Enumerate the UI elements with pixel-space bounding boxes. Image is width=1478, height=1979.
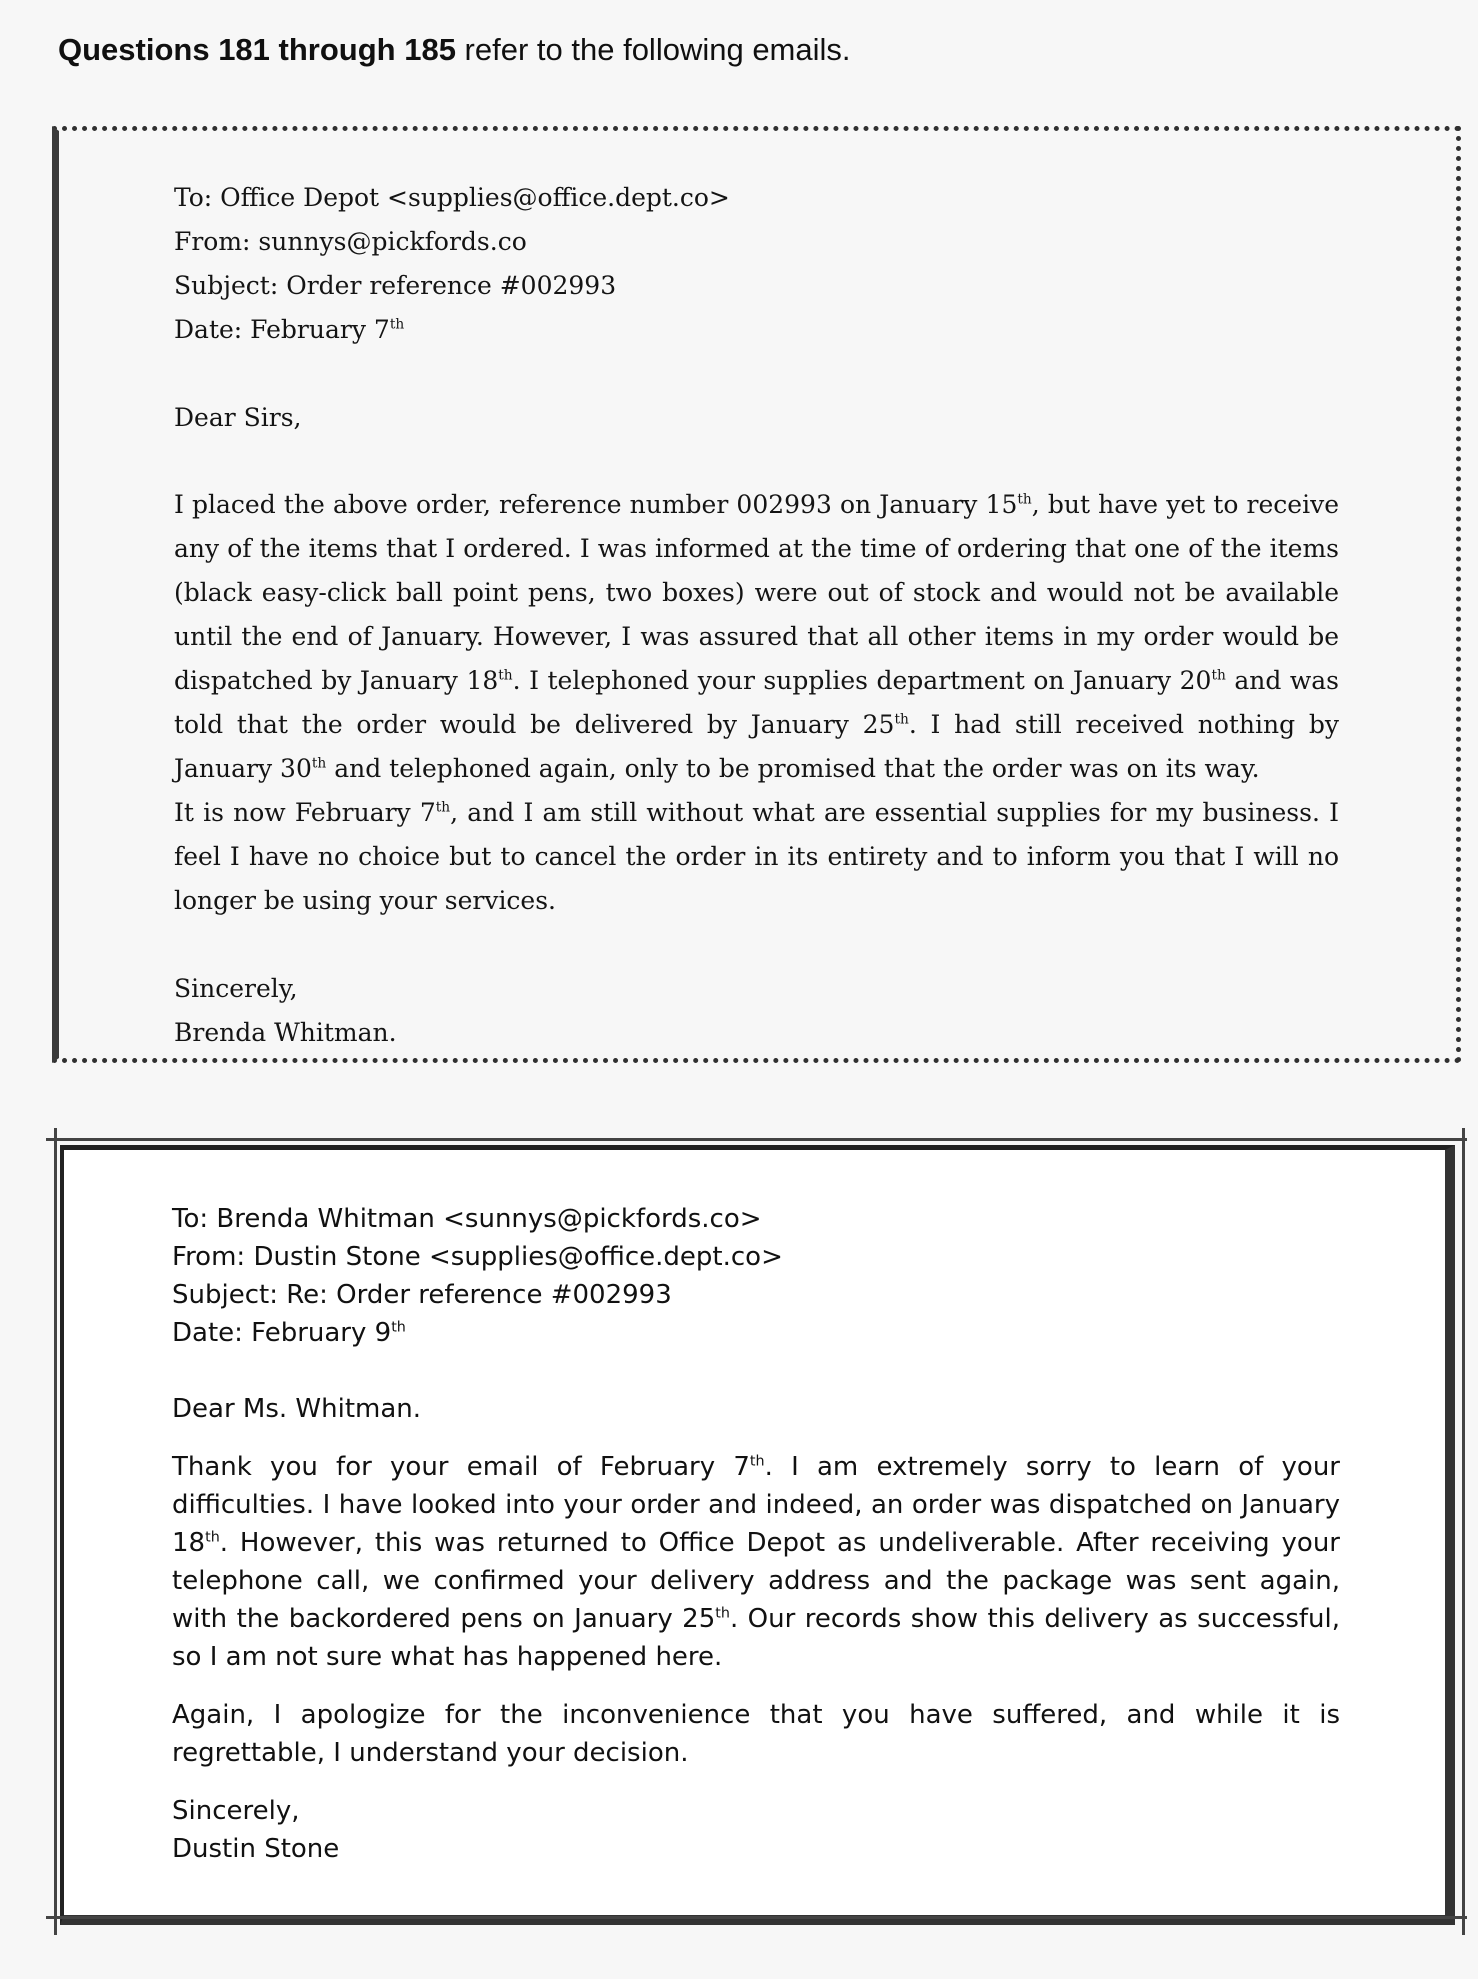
email-signature: Dustin Stone — [172, 1834, 340, 1864]
email-signature: Brenda Whitman. — [174, 1018, 397, 1047]
email-reply — [60, 1145, 1455, 1925]
email-body-paragraph: Again, I apologize for the inconvenience that you have suffered, and while it is regrettable, I understand your decision. — [172, 1700, 1340, 1768]
email-subject-line: Subject: Re: Order reference #002993 — [172, 1280, 672, 1310]
email-salutation: Dear Sirs, — [174, 403, 302, 432]
email-from-line: From: Dustin Stone <supplies@office.dept.co> — [172, 1242, 783, 1272]
email-complaint — [52, 126, 1461, 1063]
email-closing: Sincerely, — [172, 1796, 300, 1826]
email-date-line: Date: February 7th — [174, 315, 405, 344]
email-subject-line: Subject: Order reference #002993 — [174, 271, 617, 300]
questions-instruction: refer to the following emails. — [455, 32, 851, 67]
email-salutation: Dear Ms. Whitman. — [172, 1394, 422, 1424]
email-closing: Sincerely, — [174, 974, 298, 1003]
frame-line — [46, 1138, 1467, 1141]
email-body: I placed the above order, reference number 002993 on January 15th, but have yet to receive any of the items that I ordered. I was informed at the time of ordering that one of the items (black easy-click ball point pens, two boxes) were out of stock and would not be available until the end of January. However, I was assured that all other items in my order would be dispatched by January 18th. I telephoned your supplies department on January 20th and was told that the order would be delivered by January 25th. I had still received nothing by January 30th and telephoned again, only to be promised that the order was on its way. It is now February 7th, and I am still without what are essential supplies for my business. I feel I have no choice but to cancel the order in its entirety and to inform you that I will no longer be using your services. — [174, 490, 1339, 915]
email-to-line: To: Office Depot <supplies@office.dept.co> — [174, 183, 730, 212]
email-complaint-content — [174, 176, 1339, 1055]
questions-header — [58, 32, 851, 68]
frame-line — [54, 1128, 57, 1935]
email-reply-content — [172, 1200, 1340, 1868]
email-from-line: From: sunnys@pickfords.co — [174, 227, 527, 256]
email-body-paragraph: Thank you for your email of February 7th. I am extremely sorry to learn of your difficulties. I have looked into your order and indeed, an order was dispatched on January 18th. However, this was returned to Office Depot as undeliverable. After receiving your telephone call, we confirmed your delivery address and the package was sent again, with the backordered pens on January 25th. Our records show this delivery as successful, so I am not sure what has happened here. — [172, 1452, 1340, 1672]
email-date-line: Date: February 9th — [172, 1318, 406, 1348]
email-to-line: To: Brenda Whitman <sunnys@pickfords.co> — [172, 1204, 762, 1234]
questions-range: Questions 181 through 185 — [58, 32, 456, 67]
frame-line — [46, 1916, 1467, 1919]
frame-line — [1462, 1128, 1465, 1935]
